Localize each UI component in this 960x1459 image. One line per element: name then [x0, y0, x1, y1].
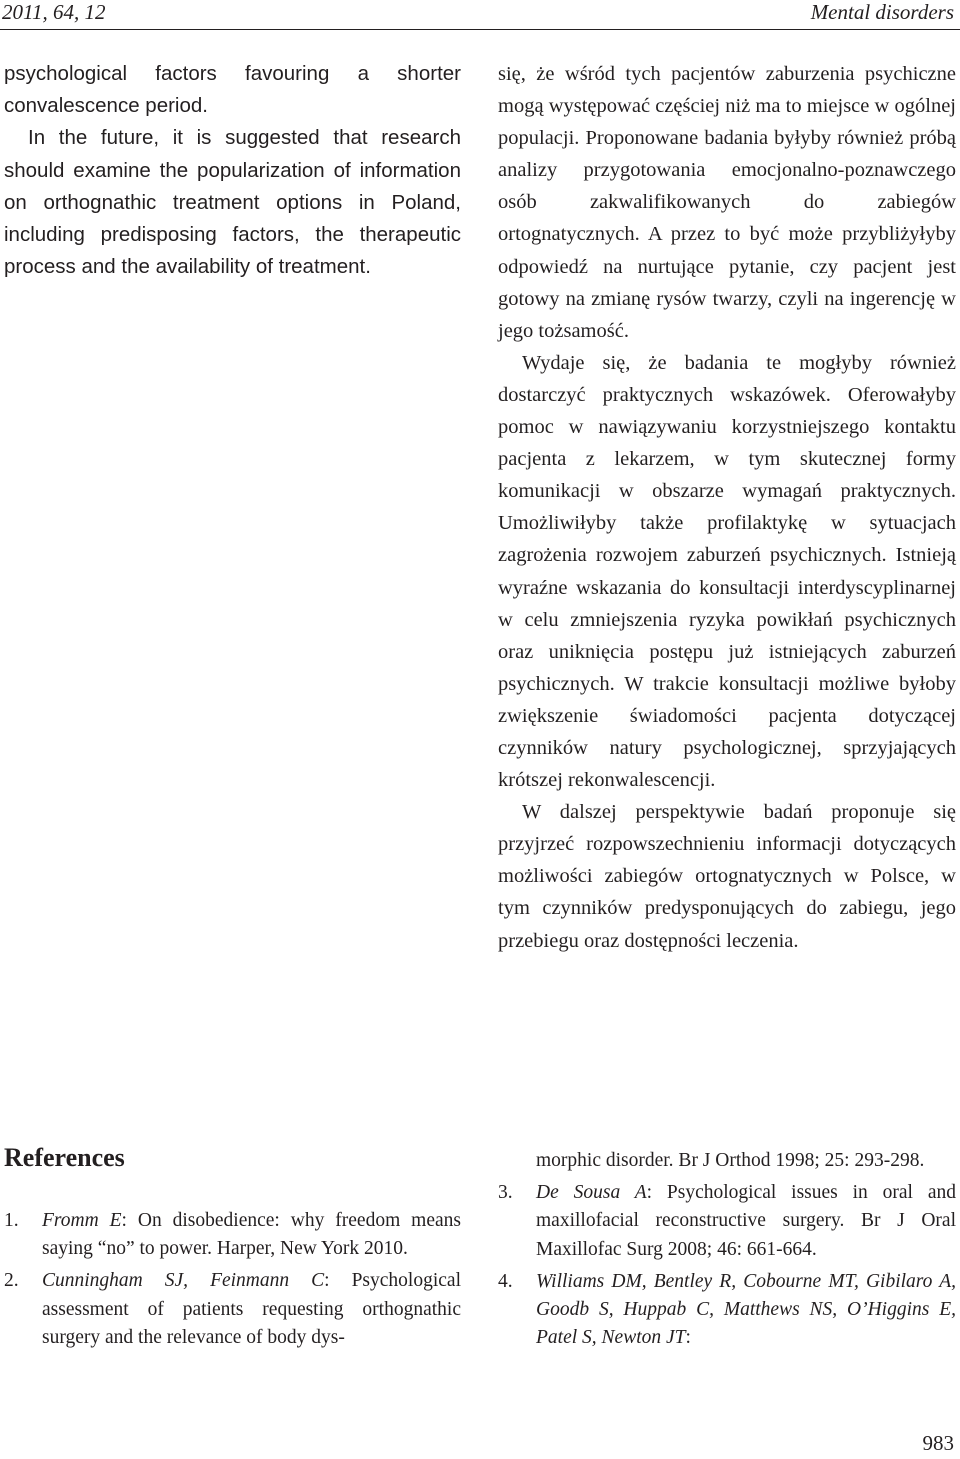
references-list-right: [498, 1147, 956, 1356]
journal-volume-issue: 2011, 64, 12: [2, 0, 106, 24]
reference-text: : Psychological assessment of patients requesting orthognathic surgery and the relevance of body dys-: [42, 1270, 461, 1348]
english-paragraph-2: In the future, it is suggested that research should examine the popularization of information on orthognathic treatment options in Poland, including predisposing factors, the therapeutic process and the availability of treatment.: [4, 126, 461, 279]
reference-authors: Cunningham SJ, Feinmann C: [42, 1270, 325, 1292]
reference-item: [4, 1207, 461, 1263]
references-list-left: [4, 1207, 461, 1356]
reference-authors: De Sousa A: [536, 1182, 647, 1204]
polish-paragraph-2: Wydaje się, że badania te mogłyby również dostarczyć praktycznych wskazówek. Oferowałyby pomoc w nawiązywaniu korzystniejszego kontaktu pacjenta z lekarzem, w tym skutecznej formy komunikacji w obszarze wymagań praktycznych. Umożliwiłyby także profilaktykę w sytuacjach zagrożenia rozwojem zaburzeń psychicznych. Istnieją wyraźne wskazania do konsultacji interdyscyplinarnej w celu zmniejszenia ryzyka powikłań psychicznych oraz uniknięcia postępu już istniejących zaburzeń psychicznych. W trakcie konsultacji możliwe byłoby zwiększenie świadomości pacjenta dotyczącej czynników natury psychologicznej, sprzyjających krótszej rekonwalescencji.: [498, 351, 956, 792]
polish-paragraph-3: W dalszej perspektywie badań proponuje się przyjrzeć rozpowszechnieniu informacji dotyczących możliwości zabiegów ortognatycznych w Polsce, w tym czynników predysponujących do zabiegu, jego przebiegu oraz dostępności leczenia.: [498, 801, 956, 952]
reference-item: [498, 1268, 956, 1353]
reference-number: 4.: [498, 1270, 513, 1292]
reference-text: :: [685, 1327, 691, 1349]
references-heading: References: [4, 1143, 125, 1172]
reference-item: [4, 1267, 461, 1352]
reference-text: morphic disorder. Br J Orthod 1998; 25: 293-298.: [536, 1150, 925, 1171]
page-number: 983: [922, 1431, 954, 1455]
reference-text: : On disobedience: why freedom means saying “no” to power. Harper, New York 2010.: [42, 1210, 461, 1260]
reference-item: [498, 1179, 956, 1264]
reference-authors: Fromm E: [42, 1210, 122, 1231]
reference-number: 1.: [4, 1210, 19, 1231]
english-text-column: [4, 58, 461, 283]
english-paragraph-1: psychological factors favouring a shorter convalescence period.: [4, 62, 461, 118]
header-rule: [0, 29, 960, 30]
reference-number: 3.: [498, 1182, 513, 1204]
running-header: [0, 0, 960, 32]
reference-text: : Psychological issues in oral and maxillofacial reconstructive surgery. Br J Oral Maxillofac Surg 2008; 46: 661-664.: [536, 1182, 956, 1260]
reference-authors: Williams DM, Bentley R, Cobourne MT, Gibilaro A, Goodb S, Huppab C, Matthews NS, O’Higgins E, Patel S, Newton JT: [536, 1270, 956, 1349]
reference-item-continuation: [498, 1147, 956, 1175]
polish-text-column: [498, 58, 956, 957]
section-title: Mental disorders: [810, 0, 954, 24]
polish-paragraph-1: się, że wśród tych pacjentów zaburzenia psychiczne mogą występować częściej niż ma to miejsce w ogólnej populacji. Proponowane badania byłyby również próbą analizy przygotowania emocjonalno-poznawczego osób zakwalifikowanych do zabiegów ortognatycznych. A przez to być może przybliżyłyby odpowiedź na nurtujące pytanie, czy pacjent jest gotowy na zmianę rysów twarzy, czyli na ingerencję w jego tożsamość.: [498, 63, 956, 342]
reference-number: 2.: [4, 1270, 19, 1292]
